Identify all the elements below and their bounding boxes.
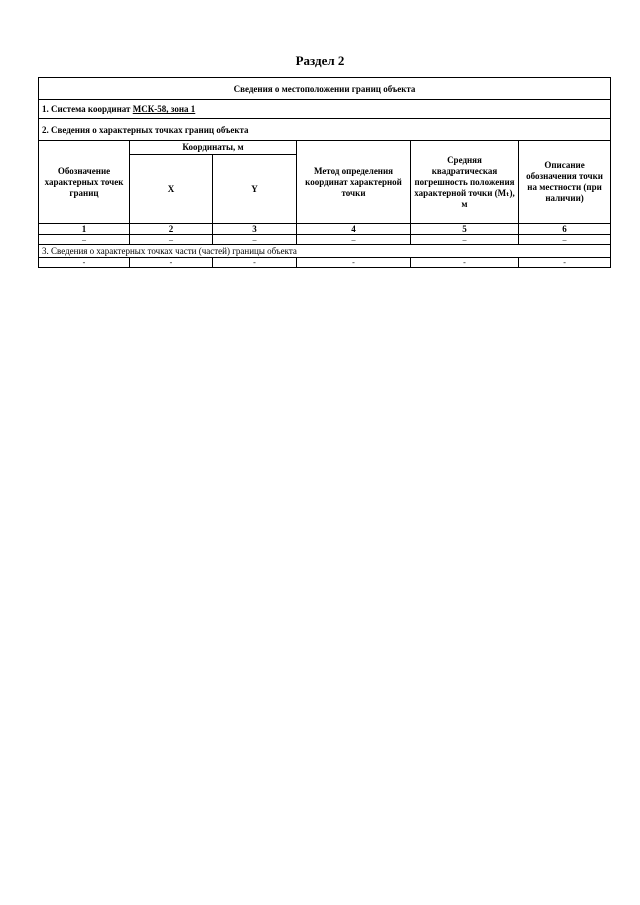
section2-heading: 2. Сведения о характерных точках границ объекта [39, 119, 611, 141]
page-title: Раздел 2 [295, 53, 345, 68]
table-cell: – [213, 235, 297, 245]
header-method: Метод определения координат характерной точки [297, 141, 411, 224]
table-cell: - [519, 258, 611, 268]
table-cell: – [519, 235, 611, 245]
coordinate-system-value: МСК-58, зона 1 [132, 104, 196, 114]
column-number: 1 [39, 224, 130, 235]
header-rms-error: Средняя квадратическая погрешность положения характерной точки (Mₜ), м [411, 141, 519, 224]
coordinate-system-label: 1. Система координат [42, 104, 131, 114]
table-row [39, 235, 611, 245]
table-cell: - [130, 258, 213, 268]
table-cell: - [297, 258, 411, 268]
table-cell: – [411, 235, 519, 245]
table-cell: - [213, 258, 297, 268]
table-row [39, 258, 611, 268]
header-coordinates: Координаты, м [130, 141, 297, 155]
table-cell: – [297, 235, 411, 245]
coordinate-system-row [39, 100, 611, 119]
header-y: Y [213, 155, 297, 224]
section3-heading: 3. Сведения о характерных точках части (частей) границы объекта [39, 245, 611, 258]
column-number: 2 [130, 224, 213, 235]
table-cell: – [39, 235, 130, 245]
boundary-table [38, 77, 611, 268]
table-caption: Сведения о местоположении границ объекта [39, 78, 611, 100]
header-description: Описание обозначения точки на местности (при наличии) [519, 141, 611, 224]
column-numbers-row [39, 224, 611, 235]
header-point-designation: Обозначение характерных точек границ [39, 141, 130, 224]
header-x: X [130, 155, 213, 224]
table-cell: – [130, 235, 213, 245]
column-number: 3 [213, 224, 297, 235]
column-number: 5 [411, 224, 519, 235]
column-number: 6 [519, 224, 611, 235]
column-number: 4 [297, 224, 411, 235]
table-cell: - [39, 258, 130, 268]
table-cell: - [411, 258, 519, 268]
